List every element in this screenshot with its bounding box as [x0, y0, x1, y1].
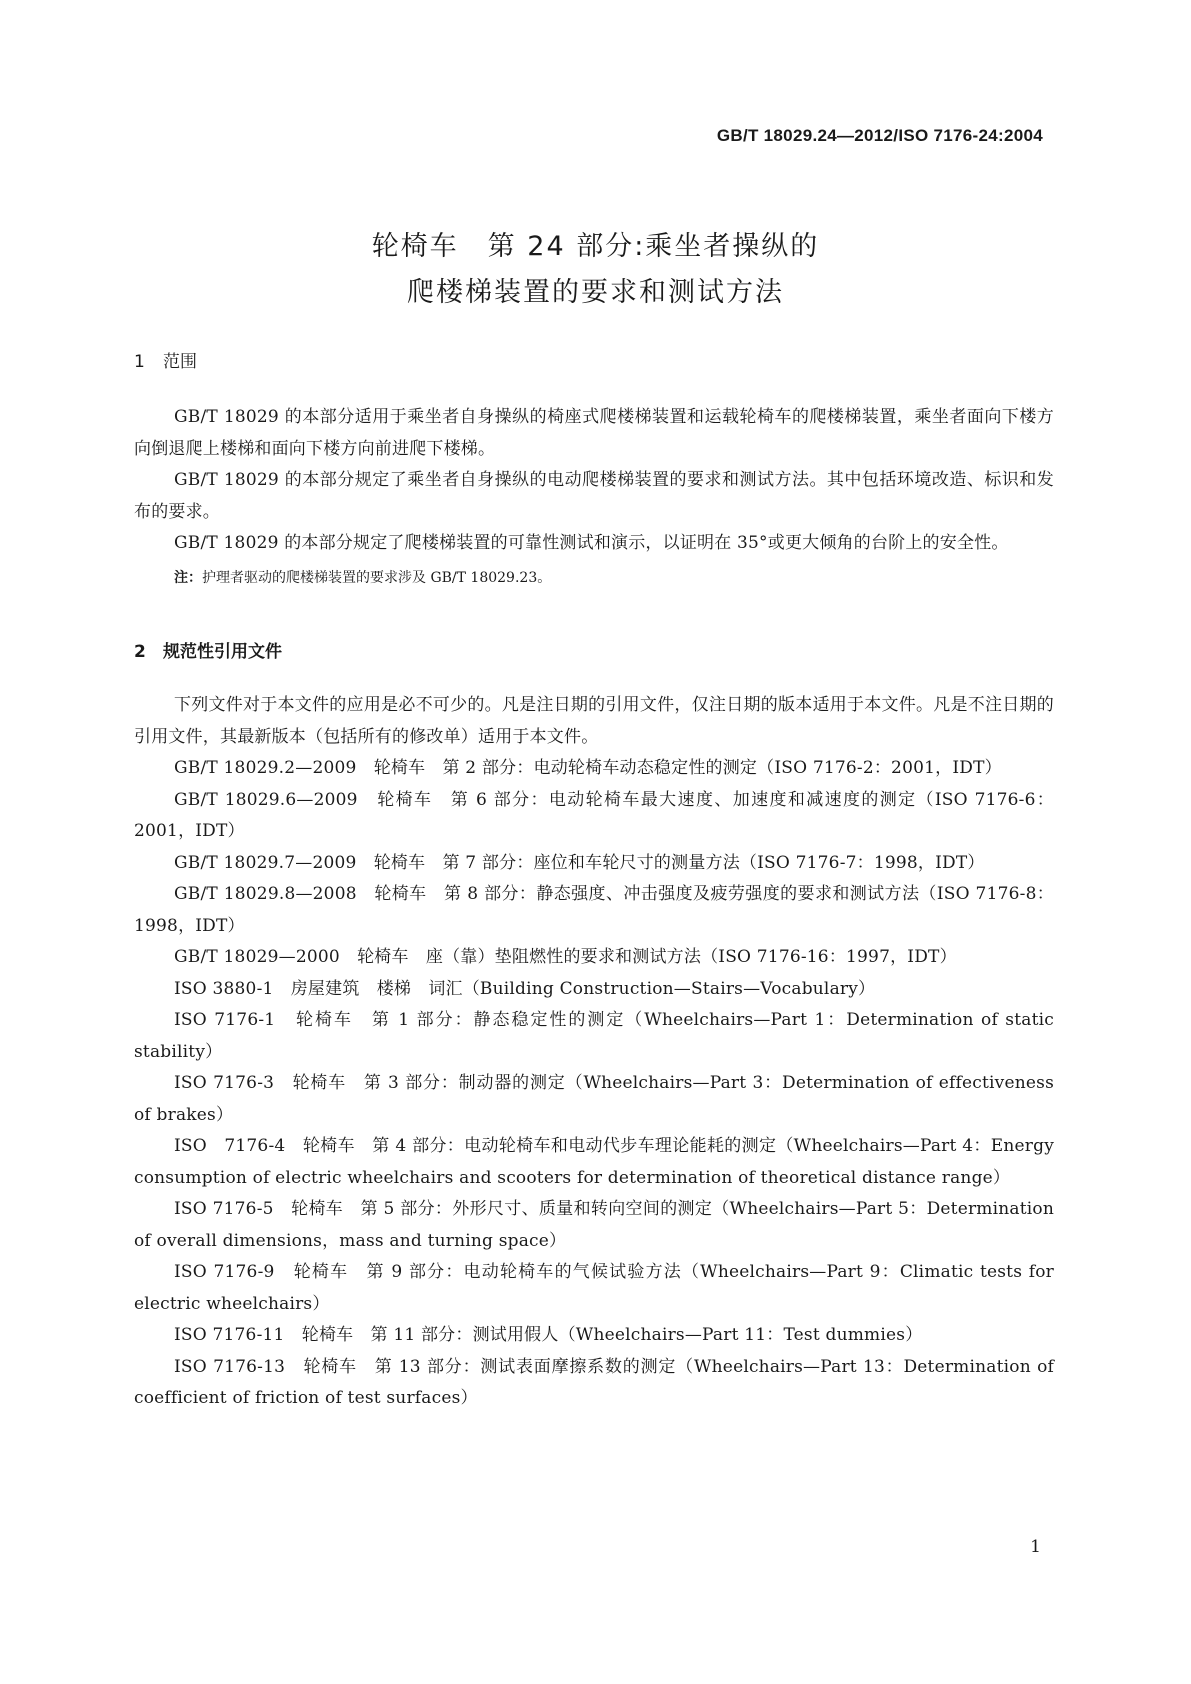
paragraph: GB/T 18029 的本部分规定了爬楼梯装置的可靠性测试和演示，以证明在 35°或更大倾角的台阶上的安全性。: [174, 533, 1009, 553]
reference-item: GB/T 18029.8—2008 轮椅车 第 8 部分：静态强度、冲击强度及疲劳强度的要求和测试方法（ISO 7176-8：1998，IDT）: [134, 884, 1054, 936]
reference-item: ISO 7176-11 轮椅车 第 11 部分：测试用假人（Wheelchairs—Part 11：Test dummies）: [174, 1325, 923, 1345]
paragraph: GB/T 18029 的本部分适用于乘坐者自身操纵的椅座式爬楼梯装置和运载轮椅车的爬楼梯装置，乘坐者面向下楼方向倒退爬上楼梯和面向下楼方向前进爬下楼梯。: [134, 407, 1054, 459]
section-2-body: [134, 690, 1054, 1415]
page-number: 1: [1030, 1537, 1041, 1557]
title-line-1: 轮椅车 第 24 部分:乘坐者操纵的: [371, 231, 820, 262]
section-title: 规范性引用文件: [163, 642, 282, 662]
reference-item: ISO 7176-4 轮椅车 第 4 部分：电动轮椅车和电动代步车理论能耗的测定（Wheelchairs—Part 4：Energy consumption of electric wheelchairs and scooters for determination of theoretical distance range）: [134, 1136, 1054, 1188]
paragraph: 下列文件对于本文件的应用是必不可少的。凡是注日期的引用文件，仅注日期的版本适用于本文件。凡是不注日期的引用文件，其最新版本（包括所有的修改单）适用于本文件。: [134, 695, 1054, 747]
title-line-2: 爬楼梯装置的要求和测试方法: [407, 277, 784, 308]
section-2-heading: [134, 637, 282, 662]
reference-item: GB/T 18029.2—2009 轮椅车 第 2 部分：电动轮椅车动态稳定性的测定（ISO 7176-2：2001，IDT）: [174, 758, 1002, 778]
section-title: 范围: [163, 352, 197, 372]
section-1-heading: [134, 347, 197, 372]
reference-item: ISO 7176-1 轮椅车 第 1 部分：静态稳定性的测定（Wheelchairs—Part 1：Determination of static stability）: [134, 1010, 1054, 1062]
paragraph: GB/T 18029 的本部分规定了乘坐者自身操纵的电动爬楼梯装置的要求和测试方法。其中包括环境改造、标识和发布的要求。: [134, 470, 1054, 522]
note-label: 注：: [174, 569, 202, 586]
document-title: [0, 224, 1191, 316]
reference-item: ISO 7176-13 轮椅车 第 13 部分：测试表面摩擦系数的测定（Wheelchairs—Part 13：Determination of coefficient of friction of test surfaces）: [134, 1356, 1054, 1408]
section-1-body: [134, 402, 1054, 591]
reference-item: GB/T 18029—2000 轮椅车 座（靠）垫阻燃性的要求和测试方法（ISO 7176-16：1997，IDT）: [174, 947, 957, 967]
standard-code: GB/T 18029.24—2012/ISO 7176-24:2004: [716, 126, 1043, 145]
reference-item: ISO 7176-5 轮椅车 第 5 部分：外形尺寸、质量和转向空间的测定（Wheelchairs—Part 5：Determination of overall dimensions，mass and turning space）: [134, 1199, 1054, 1251]
reference-item: GB/T 18029.7—2009 轮椅车 第 7 部分：座位和车轮尺寸的测量方法（ISO 7176-7：1998，IDT）: [174, 852, 985, 873]
section-number: 1: [134, 352, 145, 372]
note: [134, 566, 1054, 591]
note-text: 护理者驱动的爬楼梯装置的要求涉及 GB/T 18029.23。: [202, 569, 552, 586]
reference-item: GB/T 18029.6—2009 轮椅车 第 6 部分：电动轮椅车最大速度、加速度和减速度的测定（ISO 7176-6：2001，IDT）: [134, 789, 1054, 841]
reference-item: ISO 7176-9 轮椅车 第 9 部分：电动轮椅车的气候试验方法（Wheelchairs—Part 9：Climatic tests for electric wheelchairs）: [134, 1262, 1054, 1314]
reference-item: ISO 3880-1 房屋建筑 楼梯 词汇（Building Construction—Stairs—Vocabulary）: [174, 978, 876, 999]
section-number: 2: [134, 642, 146, 662]
reference-item: ISO 7176-3 轮椅车 第 3 部分：制动器的测定（Wheelchairs—Part 3：Determination of effectiveness of brakes）: [134, 1073, 1054, 1125]
